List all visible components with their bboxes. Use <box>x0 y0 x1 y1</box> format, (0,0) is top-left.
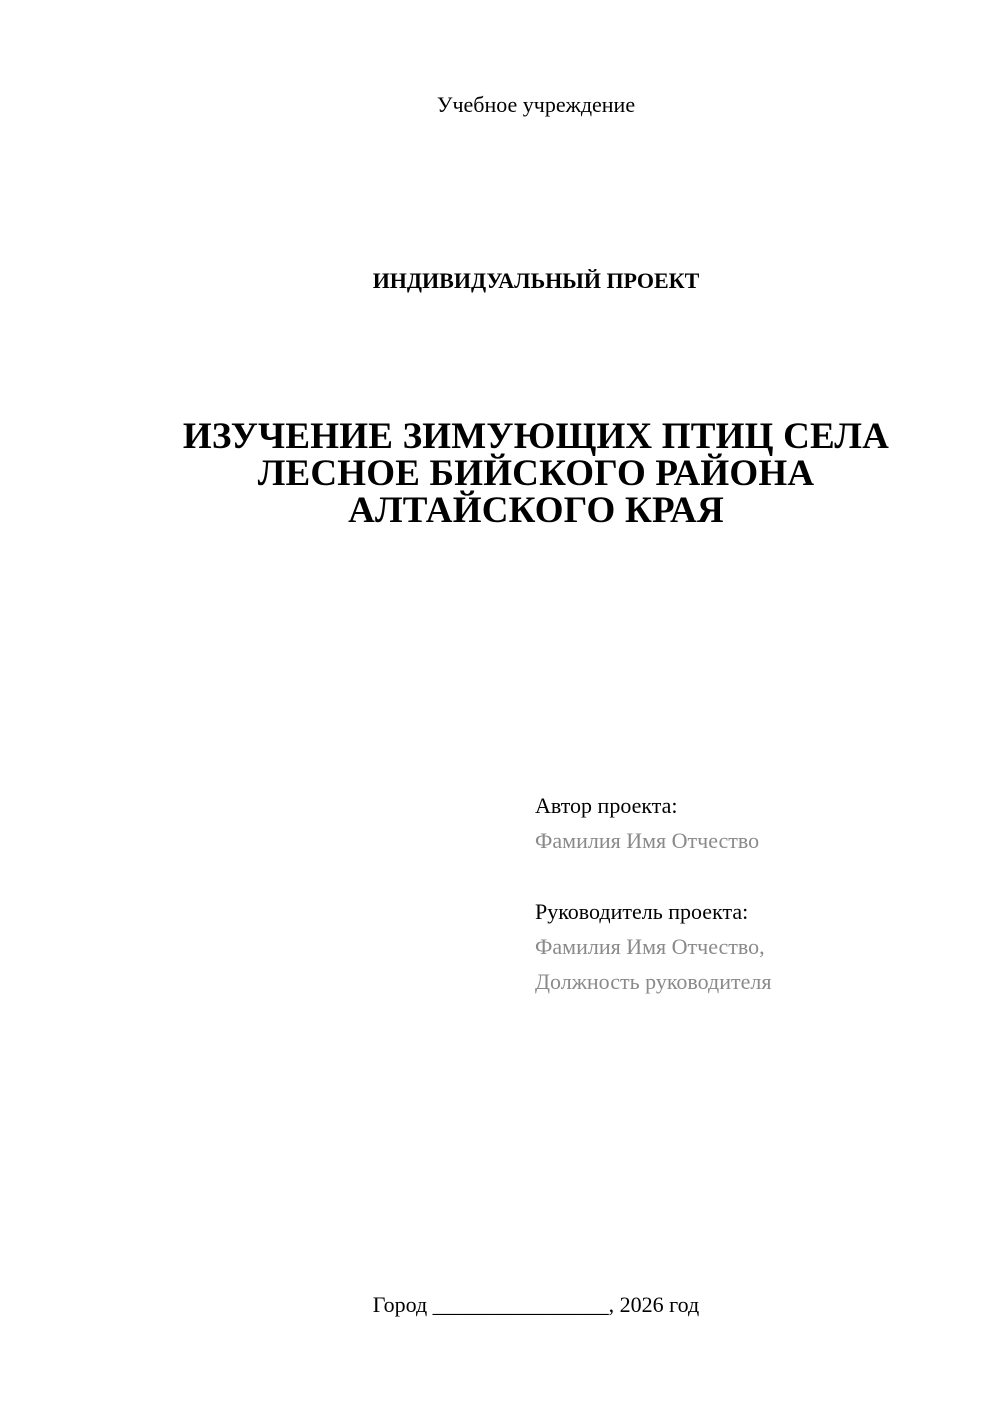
project-title-line: ЛЕСНОЕ БИЙСКОГО РАЙОНА <box>257 453 815 494</box>
author-name: Фамилия Имя Отчество <box>535 828 760 853</box>
supervisor-name: Фамилия Имя Отчество, <box>535 934 765 959</box>
credits-block <box>535 788 955 999</box>
supervisor-position: Должность руководителя <box>535 969 772 994</box>
project-type-heading: ИНДИВИДУАЛЬНЫЙ ПРОЕКТ <box>372 268 700 293</box>
institution-name: Учебное учреждение <box>436 92 636 117</box>
project-title-line: ИЗУЧЕНИЕ ЗИМУЮЩИХ ПТИЦ СЕЛА <box>182 416 890 457</box>
credits-spacer <box>535 858 955 894</box>
project-title-line: АЛТАЙСКОГО КРАЯ <box>348 490 724 531</box>
project-title <box>0 418 1000 529</box>
city-year-line: Город ________________, 2026 год <box>372 1292 700 1317</box>
supervisor-label: Руководитель проекта: <box>535 899 749 924</box>
author-label: Автор проекта: <box>535 793 678 818</box>
